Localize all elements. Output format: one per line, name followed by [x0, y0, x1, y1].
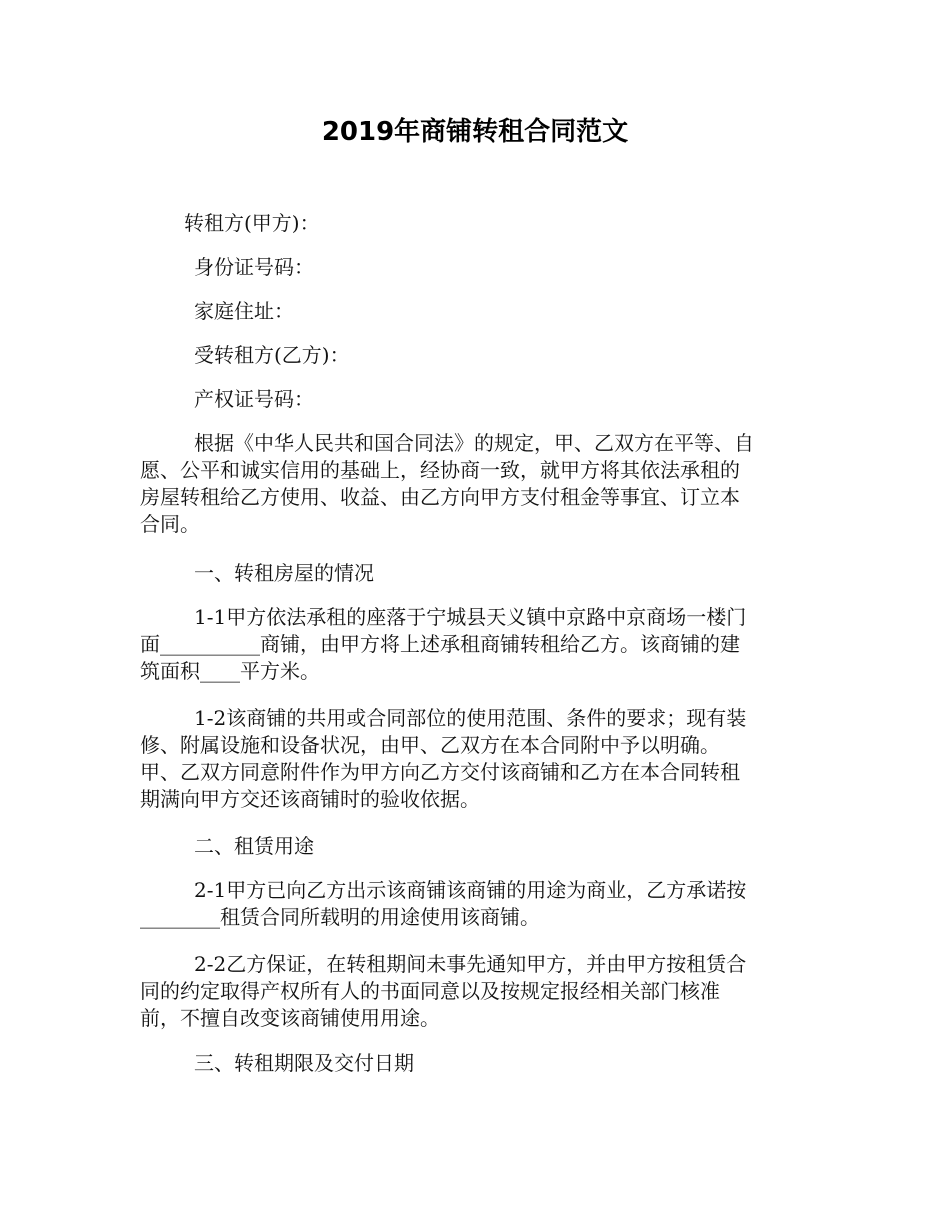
document-title: 2019年商铺转租合同范文 — [321, 117, 629, 147]
paragraph-line: 甲、乙双方同意附件作为甲方向乙方交付该商铺和乙方在本合同转租 — [140, 760, 740, 784]
paragraph-line: 筑面积____平方米。 — [140, 659, 320, 683]
field-property-cert: 产权证号码： — [194, 387, 314, 411]
paragraph-line: 同的约定取得产权所有人的书面同意以及按规定报经相关部门核准 — [140, 979, 720, 1003]
clause-2-1 — [140, 877, 810, 931]
field-lessor: 转租方(甲方)： — [184, 211, 320, 235]
field-home-address: 家庭住址： — [194, 299, 294, 323]
paragraph-line: 合同。 — [140, 512, 200, 536]
clause-2-2 — [140, 951, 810, 1032]
paragraph-line: 2-1甲方已向乙方出示该商铺该商铺的用途为商业，乙方承诺按 — [194, 878, 747, 902]
paragraph-line: 愿、公平和诚实信用的基础上，经协商一致，就甲方将其依法承租的 — [140, 458, 740, 482]
paragraph-line: 面__________商铺，由甲方将上述承租商铺转租给乙方。该商铺的建 — [140, 632, 740, 656]
section-heading-1: 一、转租房屋的情况 — [194, 561, 374, 585]
paragraph-line: 2-2乙方保证，在转租期间未事先通知甲方，并由甲方按租赁合 — [194, 952, 747, 976]
clause-1-2 — [140, 705, 810, 813]
paragraph-line: 1-1甲方依法承租的座落于宁城县天义镇中京路中京商场一楼门 — [194, 605, 747, 629]
paragraph-line: 修、附属设施和设备状况，由甲、乙双方在本合同附中予以明确。 — [140, 733, 720, 757]
paragraph-line: 期满向甲方交还该商铺时的验收依据。 — [140, 787, 480, 811]
paragraph-line: 1-2该商铺的共用或合同部位的使用范围、条件的要求；现有装 — [194, 706, 747, 730]
paragraph-line: 根据《中华人民共和国合同法》的规定，甲、乙双方在平等、自 — [194, 431, 754, 455]
field-lessee: 受转租方(乙方)： — [194, 343, 350, 367]
section-heading-3: 三、转租期限及交付日期 — [194, 1051, 414, 1075]
field-id-number: 身份证号码： — [194, 255, 314, 279]
paragraph-line: 房屋转租给乙方使用、收益、由乙方向甲方支付租金等事宜、订立本 — [140, 485, 740, 509]
section-heading-2: 二、租赁用途 — [194, 834, 314, 858]
clause-1-1 — [140, 604, 810, 685]
paragraph-line: ________租赁合同所载明的用途使用该商铺。 — [140, 905, 540, 929]
intro-paragraph — [140, 430, 810, 538]
paragraph-line: 前，不擅自改变该商铺使用用途。 — [140, 1006, 440, 1030]
